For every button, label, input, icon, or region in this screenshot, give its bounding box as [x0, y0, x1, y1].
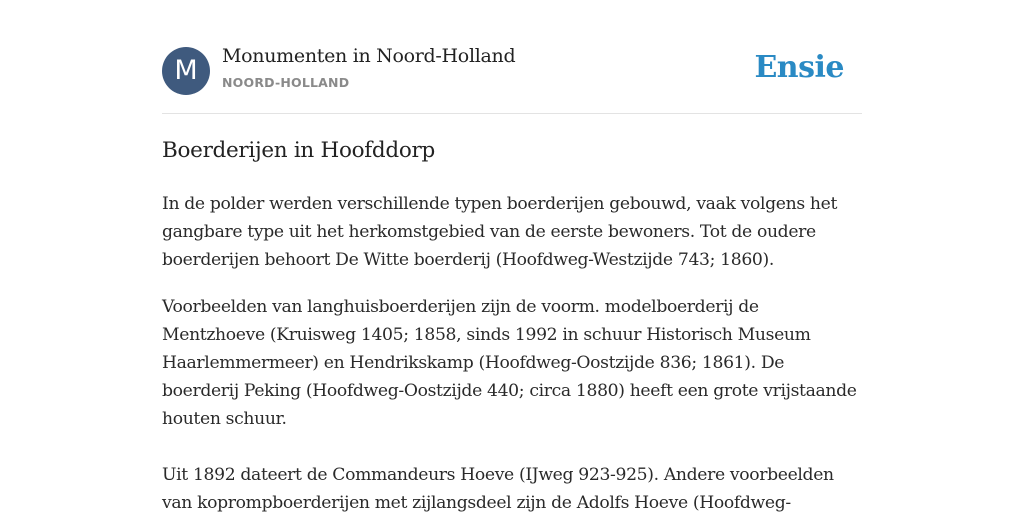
article-paragraph-3: Uit 1892 dateert de Commandeurs Hoeve (IJweg 923-925). Andere voorbeelden van koprompboerderijen met zijlangsdeel zijn de Adolfs Hoeve (Hoofdweg- — [162, 465, 834, 512]
article-paragraph-1: In de polder werden verschillende typen boerderijen gebouwd, vaak volgens het gangbare type uit het herkomstgebied van de eerste bewoners. Tot de oudere boerderijen behoort De Witte boerderij (Hoofdweg-Westzijde 743; 1860). — [162, 194, 838, 270]
avatar[interactable]: M — [162, 47, 210, 95]
ensie-logo[interactable]: Ensie — [754, 50, 844, 85]
source-header — [162, 0, 862, 114]
source-title-link[interactable]: Monumenten in Noord-Holland — [222, 45, 516, 67]
source-region-label[interactable]: NOORD-HOLLAND — [222, 75, 350, 90]
article-container — [162, 0, 862, 512]
article-paragraph-2: Voorbeelden van langhuisboerderijen zijn de voorm. modelboerderij de Mentzhoeve (Kruisweg 1405; 1858, sinds 1992 in schuur Historisch Museum Haarlemmermeer) en Hendrikskamp (Hoofdweg-Oostzijde 836; 1861). De boerderij Peking (Hoofdweg-Oostzijde 440; circa 1880) heeft een grote vrijstaande houten schuur. — [162, 297, 857, 429]
article-title: Boerderijen in Hoofddorp — [162, 138, 435, 163]
